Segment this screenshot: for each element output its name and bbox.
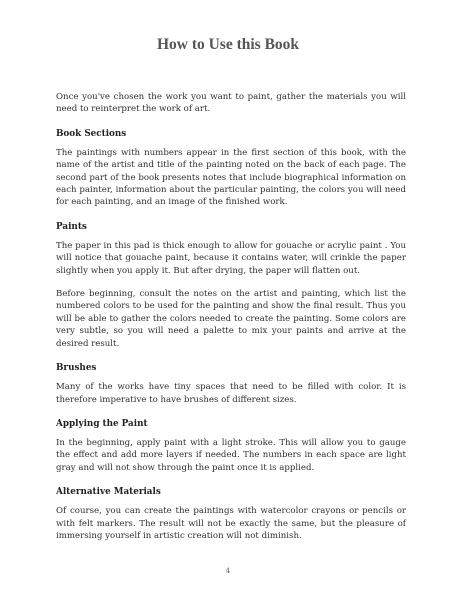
- intro-paragraph: Once you've chosen the work you want to paint, gather the materials you will need to reinterpret the work of art.: [56, 92, 406, 115]
- section-heading-book-sections: Book Sections: [56, 128, 127, 139]
- paints-paragraph-1: The paper in this pad is thick enough to allow for gouache or acrylic paint . You will notice that gouache paint, because it contains water, will crinkle the paper slightly when you apply it. But after drying, the paper will flatten out.: [56, 240, 406, 276]
- section-heading-alternative-materials: Alternative Materials: [56, 487, 161, 498]
- page-title: How to Use this Book: [156, 36, 300, 53]
- paints-paragraph-2: Before beginning, consult the notes on the artist and painting, which list the numbered colors to be used for the painting and show the final result. Thus you will be able to gather the colors needed to create the painting. Some colors are very subtle, so you will need a palette to mix your paints and arrive at the desired result.: [56, 289, 406, 349]
- alternative-materials-paragraph: Of course, you can create the paintings with watercolor crayons or pencils or with felt markers. The result will not be exactly the same, but the pleasure of immersing yourself in artistic creation will not diminish.: [56, 506, 406, 541]
- page-body: [56, 91, 406, 542]
- applying-the-paint-paragraph: In the beginning, apply paint with a light stroke. This will allow you to gauge the effect and add more layers if needed. The numbers in each space are light gray and will not show through the paint once it is applied.: [56, 437, 406, 473]
- section-heading-paints: Paints: [56, 221, 87, 232]
- section-heading-applying-the-paint: Applying the Paint: [56, 418, 148, 429]
- section-heading-brushes: Brushes: [56, 363, 97, 374]
- book-sections-paragraph: The paintings with numbers appear in the first section of this book, with the name of the artist and title of the painting noted on the back of each page. The second part of the book presents notes that include biographical information on each painter, information about the particular painting, the colors you will need for each painting, and an image of the finished work.: [56, 147, 406, 208]
- brushes-paragraph: Many of the works have tiny spaces that need to be filled with color. It is therefore imperative to have brushes of different sizes.: [56, 382, 406, 405]
- page-number: 4: [225, 567, 231, 575]
